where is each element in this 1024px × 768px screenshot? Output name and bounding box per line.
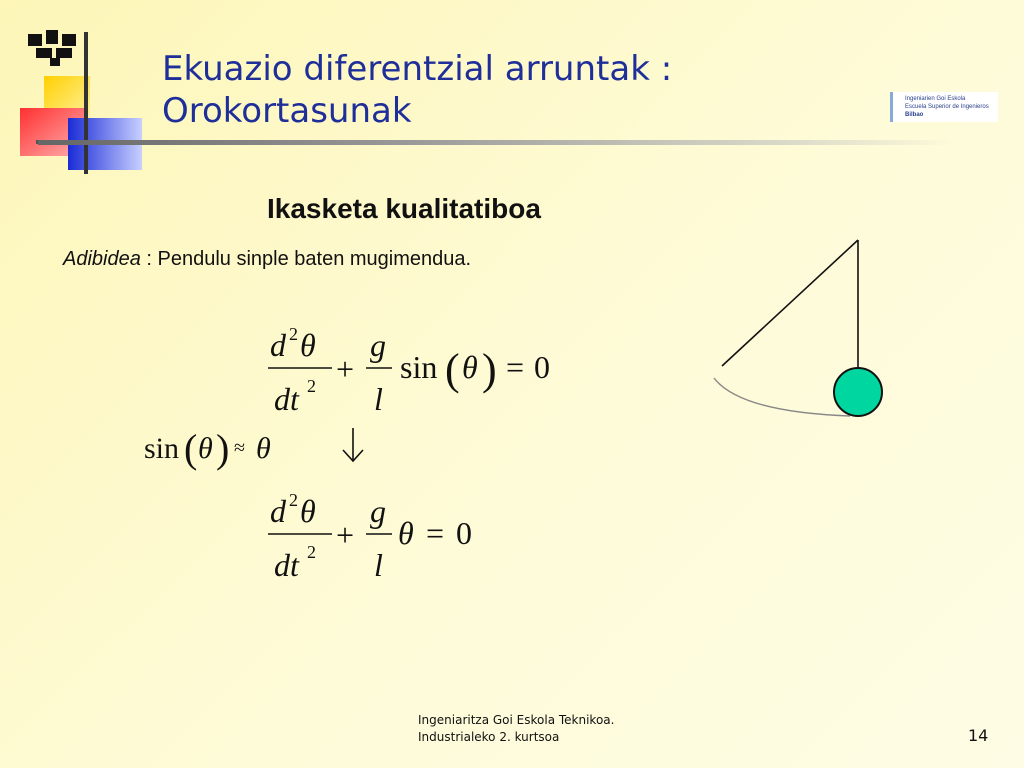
school-logo-line1: Ingeniarien Goi Eskola	[905, 96, 966, 102]
down-arrow-icon	[338, 424, 368, 466]
school-logo-line2: Escuela Superior de Ingenieros	[905, 104, 989, 110]
approx-theta: θ	[198, 432, 213, 465]
eq2-num-d: d	[270, 493, 286, 529]
eq2-den-exp: 2	[307, 542, 316, 562]
eq1-frac-l: l	[374, 381, 383, 417]
school-logo	[890, 92, 998, 122]
eq1-den-exp: 2	[307, 376, 316, 396]
eq2-plus: +	[336, 517, 355, 553]
approx-rhs: θ	[256, 432, 271, 465]
footer	[418, 712, 614, 746]
pendulum-bob	[834, 368, 882, 416]
eq1-lparen: (	[445, 345, 460, 394]
example-label: Adibidea	[63, 248, 141, 270]
eq2-equals: =	[426, 515, 445, 551]
pendulum-string-displaced	[722, 240, 858, 366]
eq1-num-exp: 2	[289, 324, 298, 344]
slide-title	[162, 48, 672, 132]
approx-symbol: ≈	[234, 437, 245, 459]
school-logo-line3: Bilbao	[905, 112, 924, 118]
eq2-frac-g: g	[370, 493, 386, 529]
pendulum-diagram	[700, 230, 900, 430]
page-number: 14	[968, 726, 989, 745]
eq1-frac-g: g	[370, 327, 386, 363]
small-angle-approximation	[140, 424, 290, 474]
university-logo-icon	[28, 30, 76, 66]
example-line	[63, 248, 471, 271]
section-heading: Ikasketa kualitatiboa	[267, 193, 541, 224]
title-line-2: Orokortasunak	[162, 91, 412, 131]
footer-line-1: Ingeniaritza Goi Eskola Teknikoa.	[418, 713, 615, 727]
eq2-num-theta: θ	[300, 493, 316, 529]
approx-lparen: (	[184, 426, 198, 471]
eq2-num-exp: 2	[289, 490, 298, 510]
eq2-zero: 0	[456, 515, 472, 551]
eq1-zero: 0	[534, 349, 550, 385]
title-line-1: Ekuazio diferentzial arruntak :	[162, 49, 673, 89]
eq1-den-dt: dt	[274, 381, 299, 417]
footer-line-2: Industrialeko 2. kurtsoa	[418, 730, 560, 744]
example-text: : Pendulu sinple baten mugimendua.	[140, 248, 472, 270]
corner-decoration	[0, 0, 170, 180]
eq2-frac-l: l	[374, 547, 383, 583]
eq2-den-dt: dt	[274, 547, 299, 583]
eq1-sin: sin	[400, 349, 438, 385]
approx-rparen: )	[216, 426, 230, 471]
equation-pendulum-nonlinear	[260, 322, 570, 422]
approx-sin: sin	[144, 432, 180, 465]
title-divider	[38, 140, 958, 145]
eq1-num-d: d	[270, 327, 286, 363]
eq1-rparen: )	[482, 345, 497, 394]
equation-pendulum-linear	[260, 488, 490, 588]
eq1-equals: =	[506, 349, 525, 385]
eq1-theta: θ	[462, 349, 478, 385]
pendulum-arc	[714, 378, 850, 416]
eq1-plus: +	[336, 351, 355, 387]
eq2-theta: θ	[398, 515, 414, 551]
eq1-num-theta: θ	[300, 327, 316, 363]
